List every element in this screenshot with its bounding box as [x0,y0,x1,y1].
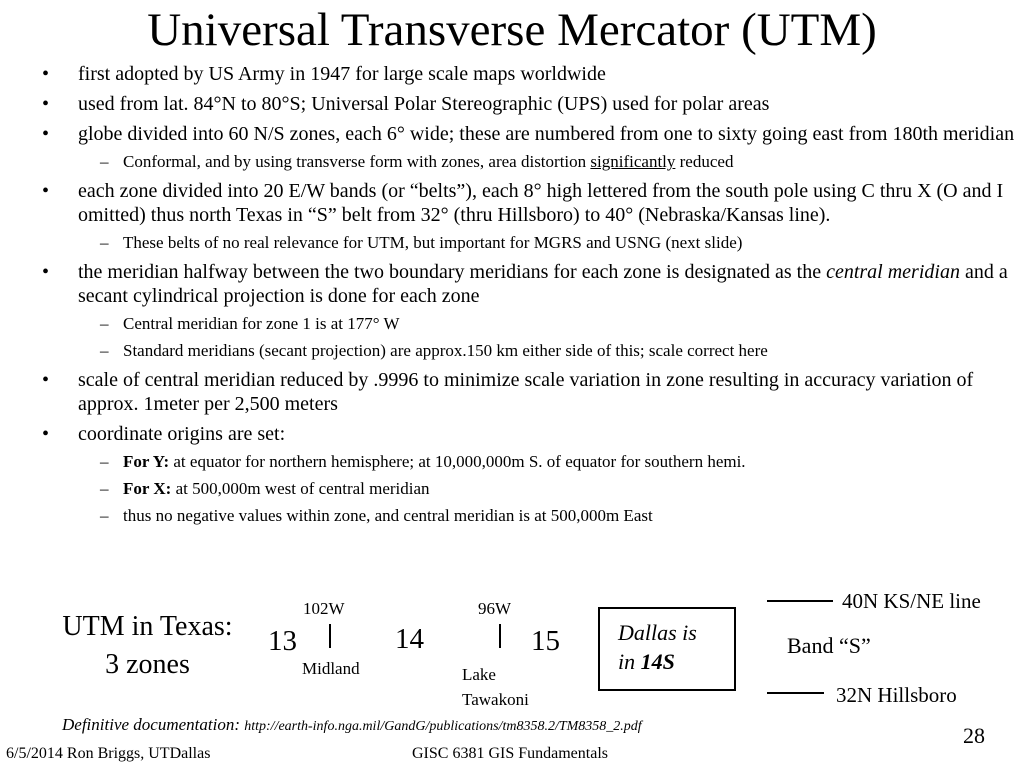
bullet-item: • used from lat. 84°N to 80°S; Universal Polar Stereographic (UPS) used for polar areas [0,92,1024,116]
bullet-item [0,260,1024,308]
bullet-item: • coordinate origins are set: [0,422,1024,446]
tawakoni-label: Tawakoni [462,690,529,709]
sub-bullet-item: – Central meridian for zone 1 is at 177° W [0,314,1024,334]
slide-title: Universal Transverse Mercator (UTM) [147,4,877,56]
midland-label: Midland [302,659,360,678]
underlined-text: significantly [590,152,676,171]
meridian-96w-tick [499,624,501,648]
band-bottom-line [767,692,824,694]
bold-label: For Y: [123,452,170,471]
italic-term: central meridian [826,261,960,283]
utm-texas-heading: UTM in Texas: [62,611,233,642]
bullet-item: • first adopted by US Army in 1947 for large scale maps worldwide [0,62,1024,86]
band-top-line [767,600,833,602]
sub-bullet-text: at 500,000m west of central meridian [171,479,430,498]
band-s-label: Band “S” [787,633,871,658]
sub-bullet-text: Conformal, and by using transverse form with zones, area distortion [123,152,591,171]
bullet-item: • each zone divided into 20 E/W bands (or “belts”), each 8° high lettered from the south pole using C thru X (O and I omitted) thus north Texas in “S” belt from 32° (thru Hillsboro) to 40° (Nebraska/Kansas line). [0,179,1024,227]
documentation-url[interactable]: http://earth-info.nga.mil/GandG/publications/tm8358.2/TM8358_2.pdf [244,719,642,734]
sub-bullet-item [0,452,1024,472]
meridian-label-96w: 96W [478,599,512,618]
zone-13-label: 13 [268,625,297,657]
zone-14-label: 14 [395,623,424,655]
hillsboro-label: 32N Hillsboro [836,683,957,707]
footer-center: GISC 6381 GIS Fundamentals [412,745,608,762]
documentation-label: Definitive documentation: [62,715,245,734]
bullet-text: the meridian halfway between the two boundary meridians for each zone is designated as the [78,261,827,283]
sub-bullet-item: – thus no negative values within zone, and central meridian is at 500,000m East [0,506,1024,526]
dallas-line1: Dallas is [618,620,697,645]
meridian-102w-tick [329,624,331,648]
sub-bullet-item [0,479,1024,499]
dallas-callout-text [618,618,697,676]
zone-15-label: 15 [531,625,560,657]
sub-bullet-text: at equator for northern hemisphere; at 10,000,000m S. of equator for southern hemi. [169,452,746,471]
bold-label: For X: [123,479,172,498]
bullet-text: and a secant cylindrical projection is done for each zone [78,261,1008,307]
dallas-line2-prefix: in [618,649,641,674]
bullet-list [0,62,1024,533]
sub-bullet-item [0,152,1024,172]
bullet-item: • scale of central meridian reduced by .9996 to minimize scale variation in zone resulting in accuracy variation of approx. 1meter per 2,500 meters [0,368,1024,416]
lake-label: Lake [462,665,496,684]
sub-bullet-item: – These belts of no real relevance for UTM, but important for MGRS and USNG (next slide) [0,233,1024,253]
meridian-label-102w: 102W [303,599,345,618]
page-number: 28 [963,723,985,748]
documentation-line [62,715,642,735]
sub-bullet-item: – Standard meridians (secant projection) are approx.150 km either side of this; scale correct here [0,341,1024,361]
bullet-item: • globe divided into 60 N/S zones, each 6° wide; these are numbered from one to sixty going east from 180th meridian [0,122,1024,146]
utm-texas-subheading: 3 zones [105,649,190,680]
dallas-zone-code: 14S [640,649,675,674]
dallas-line2 [618,647,697,676]
ks-ne-line-label: 40N KS/NE line [842,589,981,613]
sub-bullet-text: reduced [675,152,734,171]
footer-left: 6/5/2014 Ron Briggs, UTDallas [6,745,211,762]
